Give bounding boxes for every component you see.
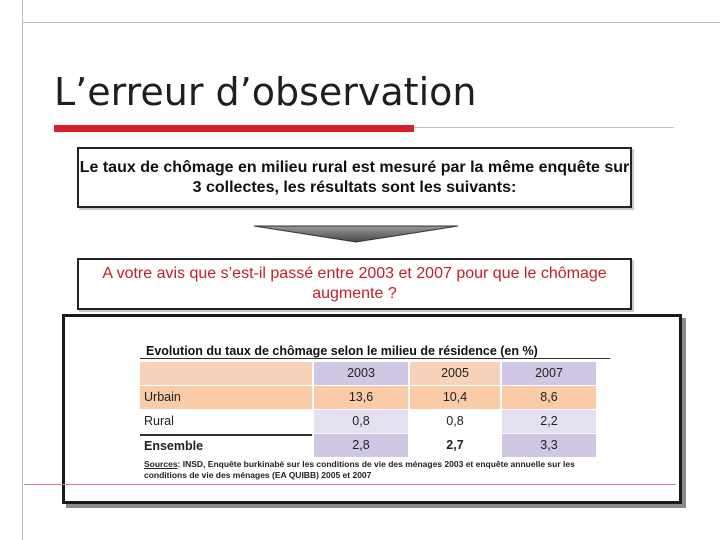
table-cell: 0,8 [314, 410, 408, 433]
title-divider-line [414, 127, 674, 128]
year-2007-header: 2007 [502, 362, 596, 385]
row-label: Rural [140, 410, 312, 433]
table-cell: 0,8 [410, 410, 500, 433]
table-cell: 3,3 [502, 434, 596, 457]
table-row [140, 410, 600, 433]
table-cell: 10,4 [410, 386, 500, 409]
table-cell: 8,6 [502, 386, 596, 409]
row-label: Urbain [140, 386, 312, 409]
table-header-row [140, 362, 600, 385]
table-row [140, 434, 600, 457]
table-sources [144, 459, 614, 481]
intro-box [77, 147, 632, 208]
intro-text: Le taux de chômage en milieu rural est mesuré par la même enquête sur 3 collectes, les résultats sont les suivants: [79, 158, 630, 196]
title-accent-bar [54, 125, 414, 132]
bottom-divider-line [24, 484, 676, 485]
sources-text: : INSD, Enquête burkinabè sur les conditions de vie des ménages 2003 et enquête annuelle sur les conditions de vie des ménages (EA QUIBB) 2005 et 2007 [144, 459, 575, 480]
down-arrow-icon [252, 224, 460, 244]
table-row [140, 386, 600, 409]
slide-frame-left [22, 0, 23, 540]
row-label: Ensemble [140, 434, 312, 457]
table-title: Evolution du taux de chômage selon le milieu de résidence (en %) [146, 344, 538, 358]
table-title-underline [140, 358, 610, 359]
table-cell: 2,7 [410, 434, 500, 457]
header-blank-cell [140, 362, 312, 385]
table-cell: 2,2 [502, 410, 596, 433]
year-2003-header: 2003 [314, 362, 408, 385]
question-box [77, 258, 632, 310]
question-text: A votre avis que s’est-il passé entre 2003 et 2007 pour que le chômage augmente ? [102, 265, 607, 302]
year-2005-header: 2005 [410, 362, 500, 385]
slide-title: L’erreur d’observation [54, 70, 477, 114]
sources-prefix: Sources [144, 459, 178, 469]
table-cell: 13,6 [314, 386, 408, 409]
slide-frame-top [22, 22, 720, 23]
table-cell: 2,8 [314, 434, 408, 457]
